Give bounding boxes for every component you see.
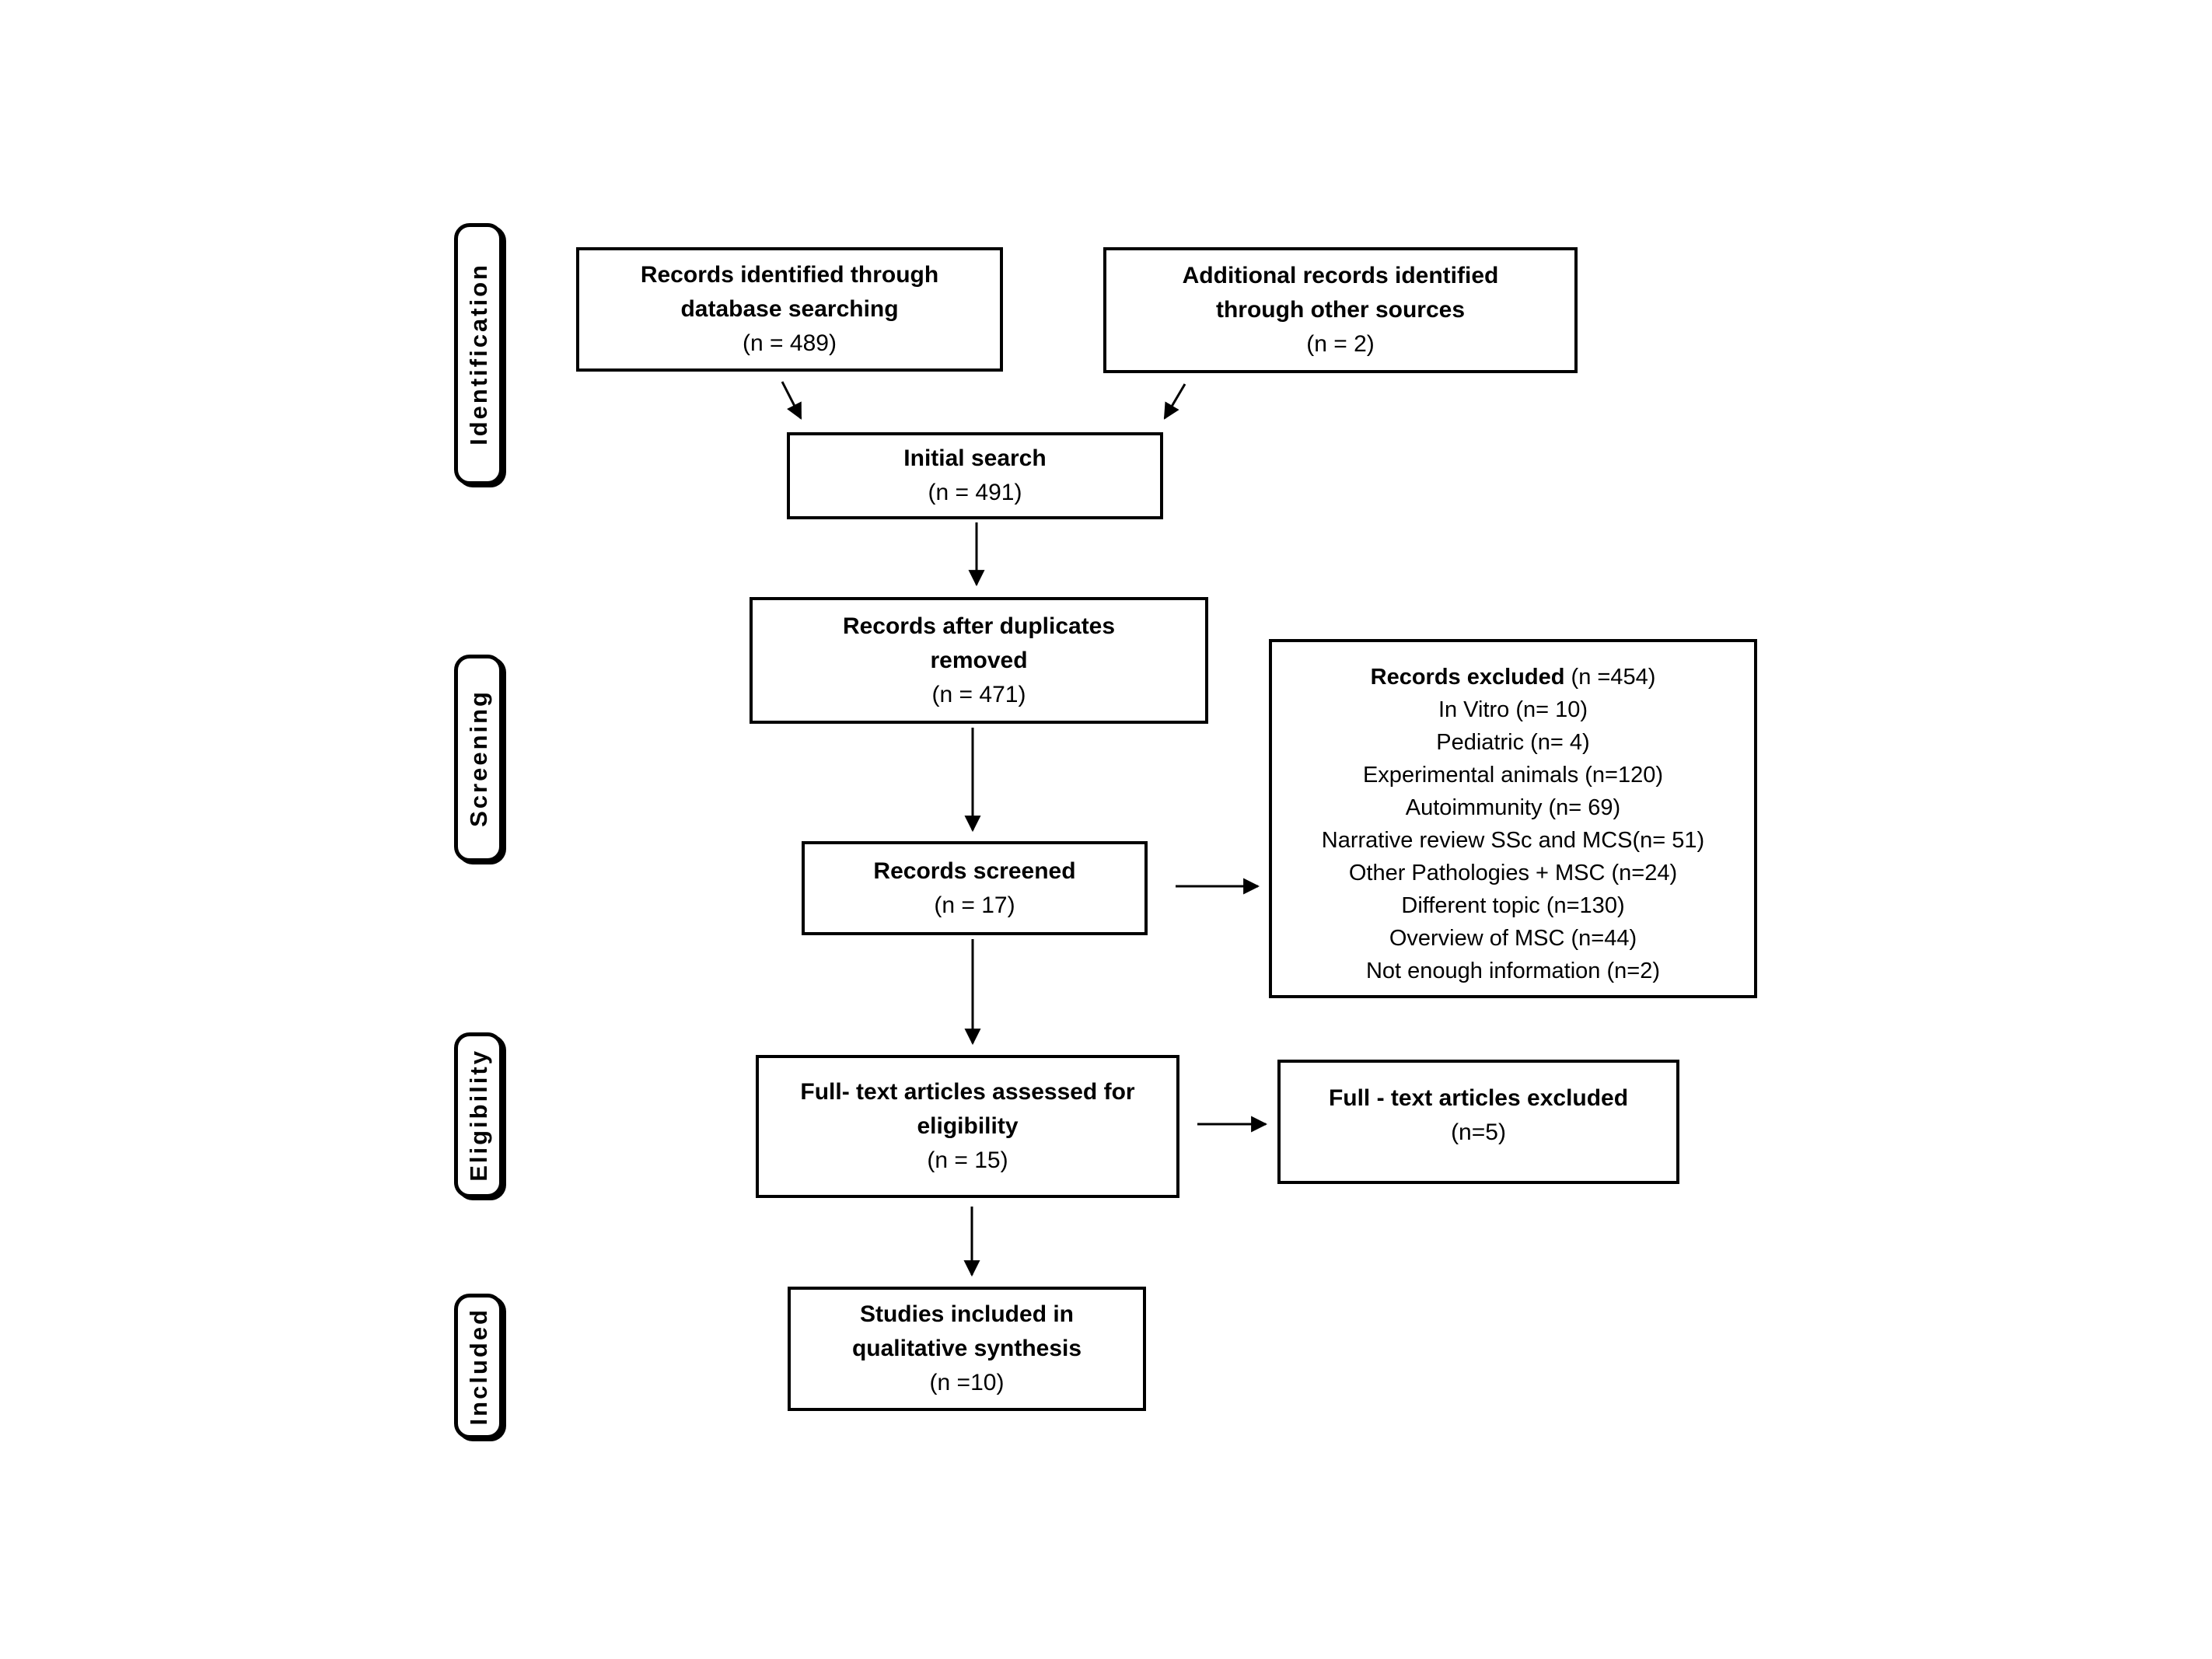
stage-screening	[454, 655, 503, 862]
records-screened-line1: Records screened	[873, 857, 1076, 884]
duplicates-removed-line2: removed	[930, 647, 1028, 673]
excluded-reason-item: Overview of MSC (n=44)	[1389, 926, 1637, 951]
fulltext-excluded-box	[1277, 1060, 1679, 1184]
stage-eligibility-label: Eligibility	[464, 1049, 492, 1182]
initial-search-box	[787, 432, 1163, 519]
additional-records-line1: Additional records identified	[1182, 263, 1499, 288]
records-excluded-title-count: (n =454)	[1571, 665, 1656, 690]
records-screened-box	[802, 841, 1148, 935]
studies-included-line2: qualitative synthesis	[851, 1336, 1082, 1361]
records-identified-line1: Records identified through	[640, 262, 939, 288]
records-identified-count: (n = 489)	[743, 330, 837, 356]
stage-screening-label: Screening	[464, 690, 492, 827]
fulltext-assessed-line1: Full- text articles assessed for	[800, 1079, 1135, 1105]
fulltext-assessed-box	[756, 1055, 1179, 1198]
records-identified-line2: database searching	[680, 296, 899, 322]
studies-included-count: (n =10)	[929, 1370, 1005, 1395]
records-excluded-box	[1269, 639, 1757, 998]
fulltext-excluded-line1: Full - text articles excluded	[1328, 1085, 1629, 1111]
studies-included-box	[788, 1287, 1146, 1411]
excluded-reason-item: Narrative review SSc and MCS(n= 51)	[1321, 828, 1705, 853]
duplicates-removed-count: (n = 471)	[931, 681, 1026, 707]
records-identified-box	[576, 247, 1003, 372]
arrow-identified-to-initial	[782, 382, 801, 418]
additional-records-box	[1103, 247, 1578, 373]
duplicates-removed-line1: Records after duplicates	[842, 613, 1116, 639]
studies-included-line1: Studies included in	[859, 1301, 1075, 1327]
stage-identification-label: Identification	[464, 263, 492, 445]
initial-search-count: (n = 491)	[928, 480, 1022, 505]
stage-identification	[454, 223, 503, 485]
duplicates-removed-box	[750, 597, 1208, 724]
fulltext-assessed-count: (n = 15)	[927, 1147, 1008, 1173]
additional-records-count: (n = 2)	[1306, 331, 1375, 357]
records-excluded-title: Records excluded	[1370, 665, 1565, 690]
excluded-reason-item: Experimental animals (n=120)	[1362, 763, 1664, 788]
excluded-reason-item: In Vitro (n= 10)	[1438, 697, 1588, 722]
fulltext-excluded-count: (n=5)	[1451, 1119, 1506, 1145]
excluded-reason-item: Pediatric (n= 4)	[1436, 730, 1590, 755]
additional-records-line2: through other sources	[1215, 297, 1466, 323]
stage-eligibility	[454, 1032, 503, 1198]
excluded-reason-item: Not enough information (n=2)	[1365, 959, 1661, 983]
stage-included	[454, 1294, 503, 1439]
arrow-additional-to-initial	[1165, 384, 1185, 418]
stage-included-label: Included	[464, 1307, 492, 1426]
excluded-reason-item: Autoimmunity (n= 69)	[1405, 795, 1621, 820]
fulltext-assessed-line2: eligibility	[917, 1113, 1019, 1139]
records-screened-count: (n = 17)	[934, 892, 1015, 918]
records-excluded-title-line	[1371, 661, 1656, 693]
excluded-reason-item: Different topic (n=130)	[1401, 893, 1625, 918]
initial-search-line1: Initial search	[903, 445, 1047, 471]
excluded-reason-item: Other Pathologies + MSC (n=24)	[1348, 861, 1678, 885]
